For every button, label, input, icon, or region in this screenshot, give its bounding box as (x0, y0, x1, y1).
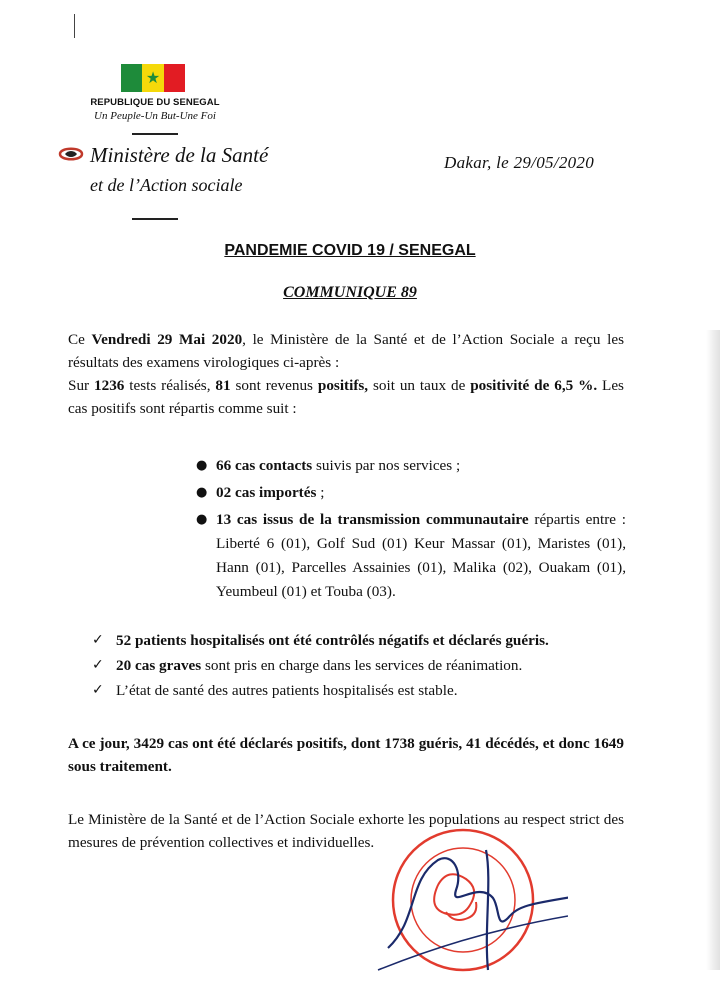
list-item: ● 66 cas contacts suivis par nos services ; (196, 454, 626, 478)
republic-name: REPUBLIQUE DU SENEGAL (90, 97, 220, 108)
checkmark-icon: ✓ (92, 632, 104, 648)
list-item: ✓ 20 cas graves sont pris en charge dans les services de réanimation. (92, 653, 632, 678)
positivity-rate: positivité de 6,5 %. (470, 377, 598, 394)
patient-status-list (92, 628, 632, 703)
intro-paragraph: Ce Vendredi 29 Mai 2020, le Ministère de la Santé et de l’Action Sociale a reçu les résultats des examens virologiques ci-après : Sur 1236 tests réalisés, 81 sont revenus positifs, soit un taux de positivité de 6,5 %. Les cas positifs sont répartis comme suit : (68, 331, 625, 417)
divider (132, 218, 178, 220)
national-motto: Un Peuple-Un But-Une Foi (94, 110, 216, 122)
page-edge-shadow (706, 330, 720, 970)
list-item: ● 13 cas issus de la transmission communautaire répartis entre : Liberté 6 (01), Golf Sud (01) Keur Massar (01), Maristes (01), Hann (01), Parcelles Assainies (01), Malika (02), Ouakam (01), Yeumbeul (01) et Touba (03). (196, 508, 626, 604)
checkmark-icon: ✓ (92, 657, 104, 673)
senegal-flag (121, 64, 185, 92)
cumulative-summary: A ce jour, 3429 cas ont été déclarés positifs, dont 1738 guéris, 41 décédés, et donc 1649 sous traitement. (68, 735, 624, 775)
positives-count: 81 (215, 377, 231, 394)
list-item: ✓ 52 patients hospitalisés ont été contrôlés négatifs et déclarés guéris. (92, 628, 632, 653)
bullet-icon: ● (196, 512, 208, 527)
star-icon: ★ (145, 68, 161, 87)
closing-statement: Le Ministère de la Santé et de l’Action Sociale exhorte les populations au respect strict des mesures de prévention collectives et individuelles. (68, 811, 624, 851)
checkmark-icon: ✓ (92, 682, 104, 698)
list-item: ✓ L’état de santé des autres patients hospitalisés est stable. (92, 678, 632, 703)
document-title: PANDEMIE COVID 19 / SENEGAL (224, 242, 476, 259)
ministry-logo-icon (57, 143, 85, 165)
official-stamp-signature (368, 820, 568, 990)
communique-number: COMMUNIQUE 89 (283, 284, 417, 301)
scan-mark (74, 14, 75, 38)
bullet-icon: ● (196, 485, 208, 500)
cases-breakdown-list (196, 454, 626, 607)
ministry-name-line2: et de l’Action sociale (90, 175, 243, 195)
list-item: ● 02 cas importés ; (196, 481, 626, 505)
ministry-name-line1: Ministère de la Santé (90, 143, 269, 167)
divider (132, 133, 178, 135)
report-day: Vendredi 29 Mai 2020 (91, 331, 243, 348)
document-date: Dakar, le 29/05/2020 (444, 153, 595, 172)
tests-count: 1236 (94, 377, 125, 394)
bullet-icon: ● (196, 458, 208, 473)
